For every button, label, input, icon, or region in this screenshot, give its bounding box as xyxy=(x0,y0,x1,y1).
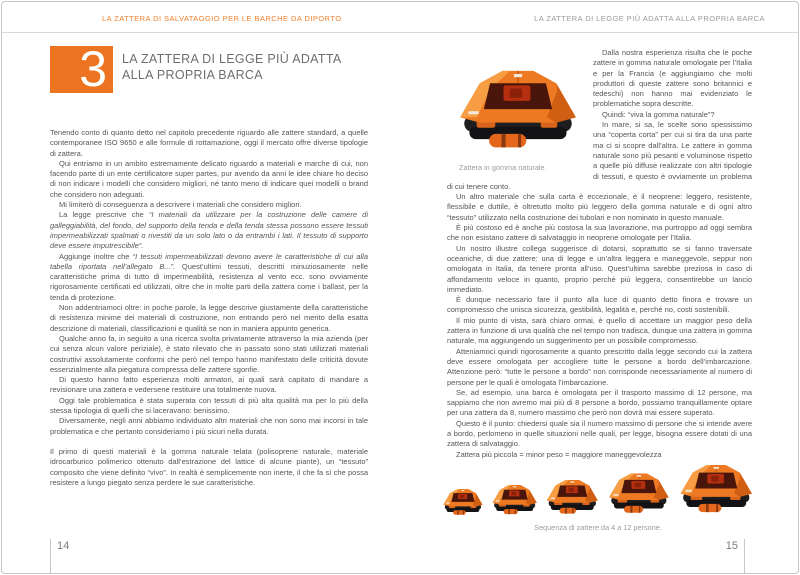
paragraph: Mi limiterò di conseguenza a descrivere i materiali che considero migliori. xyxy=(59,200,302,210)
photo-caption: Zattera in gomma naturale. xyxy=(459,163,547,172)
paragraph: Un altro materiale che sulla carta è eccezionale, è il neoprene: leggero, resistente, flessibile e duttile, è oltretutto molto più leggero della gomma naturale e di ogni altro “tessuto” utilizzato nella costruzione dei tubolari e non nominato in questo manuale. xyxy=(447,192,752,222)
raft-icon-4p xyxy=(442,483,484,518)
page-number-right: 15 xyxy=(726,539,745,574)
paragraph: È più costoso ed è anche più costosa la sua lavorazione, ma purtroppo ad oggi sembra che non esistano zattere di salvataggio in neoprene omologate per l’Italia. xyxy=(447,223,752,243)
paragraph: Non addentriamoci oltre: in poche parole, la legge descrive giustamente della caratteristiche di resistenza minime dei materiali di costruzione, non entrando però nel merito della esatta descrizione di materiali, classificazioni e qualità se non in maniera appunto generica. xyxy=(50,303,368,333)
chapter-title xyxy=(122,46,341,93)
paragraph: Dalla nostra esperienza risulta che le poche zattere in gomma naturale omologate per l’Italia e per la Francia (e aggiungiamo che molti produttori di queste zattere sono britannici e tedeschi) non hanno mai evidenziato le problematiche sopra descritte. xyxy=(593,48,752,109)
paragraph: In mare, si sa, le scelte sono spessissimo una “coperta corta” per cui si tira da una parte ma ci si scopre dall’altra. Le zattere in gomma naturale sono più pesanti e voluminose rispetto a quelle più diffuse realizzate con altri tipologie di tessuti, e questo è ovviamente un problema di cui tenere conto. xyxy=(447,120,752,191)
running-header-left: LA ZATTERA DI SALVATAGGIO PER LE BARCHE DA DIPORTO xyxy=(102,14,342,23)
raft-icon-12p xyxy=(678,454,754,518)
chapter-title-line1: LA ZATTERA DI LEGGE PIÙ ADATTA xyxy=(122,52,342,66)
paragraph: Tenendo conto di quanto detto nel capitolo precedente riguardo alle zattere standard, a quelle contemporanee ISO 9650 e alle formule di rottamazione, oggi il mercato offre diverse tipologie di zattera. xyxy=(50,128,368,158)
paragraph: Qualche anno fa, in seguito a una ricerca svolta privatamente attraverso la mia azienda (per cui senza alcun valore periziale), è stato rilevato che in passato sono stati utilizzati materiali costruttivi assolutamente conformi che però nel tempo hanno manifestato delle criticità dovute essenzialmente alla piegatura compressa delle zattere sgonfie. xyxy=(50,333,368,374)
paragraph: La legge prescrive che “I materiali da utilizzare per la costruzione delle camere di galleggiabilità, del fondo, del supporto della tenda e della tenda stessa possono essere tessuti impermeabilizzati spalmati o rivestiti da un solo lato o da entrambi i lati. Il tessuto di supporto deve essere imputrescibile”. xyxy=(50,210,368,251)
chapter-heading xyxy=(50,41,342,97)
chapter-number-box xyxy=(50,41,113,97)
paragraph: È dunque necessario fare il punto alla luce di quanto detto finora e trovare un compromesso che unisca sicurezza, gestibilità, legalità e, perché no, costi sostenibili. xyxy=(447,295,752,315)
left-body-text xyxy=(50,128,368,488)
paragraph: Qui entriamo in un ambito estremamente delicato riguardo a materiali e marche di cui, non facendo parte di un ente certificatore super partes, pur avendo da anni le idee chiare ho deciso di non indicare i modelli che considero migliori, né tanto meno di indicare quei modelli o brand che considero non adeguati. xyxy=(50,158,368,199)
paragraph: Quindi: “viva la gomma naturale”? xyxy=(602,109,715,119)
paragraph: Se, ad esempio, una barca è omologata per il trasporto massimo di 12 persone, ma sappiamo che non avremo mai più di 8 persone a bordo, possiamo tranquillamente optare per una zattera da 8, numero massimo che però non dovrà mai essere superato. xyxy=(447,387,752,418)
raft-icon-8p xyxy=(545,472,600,518)
page-number-left: 14 xyxy=(50,539,69,574)
chapter-number: 3 xyxy=(79,41,107,97)
raft-icon-6p xyxy=(491,478,538,518)
paragraph: Zattera più piccola = minor peso = maggiore maneggevolezza xyxy=(456,449,662,459)
sequence-caption: Sequenza di zattere da 4 a 12 persone. xyxy=(534,523,662,532)
chapter-title-line2: ALLA PROPRIA BARCA xyxy=(122,68,263,82)
paragraph: Diversamente, negli anni abbiamo individuato altri materiali che non sono mai incorsi in tale problematica e che pertanto consideriamo i più sicuri nella durata. xyxy=(50,416,368,436)
paragraph: Un nostro illustre collega suggerisce di dotarsi, soprattutto se si fanno traversate oceaniche, di due zattere: una di legge e un’altra leggera e maneggevole, seppur non omologata in Italia, da tenere pronta all’uso. Quest’ultima sarebbe preziosa in caso di affondamento veloce in quanto, proprio perché più leggera, consentirebbe un lancio immediato. xyxy=(447,243,752,294)
paragraph: Di questo hanno fatto esperienza molti armatori, ai quali sarà capitato di mandare a revisionare una zattera e vedersene restituire una totalmente nuova. xyxy=(50,375,368,395)
paragraph: Aggiunge inoltre che “I tessuti impermeabilizzati devono avere le caratteristiche di cui alla tabella riportata nell’allegato B...”. Quest’ultimi tessuti, descritti minuziosamente nelle caratteristiche prima di tutto di impermeabilità, resistenza al vento ecc. sono ovviamente rigorosamente certificati ed utilizzati, oltre che in molte parti della zattera come i ballast, per la tenda di protezione. xyxy=(50,251,369,302)
raft-sequence-row xyxy=(442,454,754,518)
right-body-text xyxy=(447,48,752,460)
running-header-right: LA ZATTERA DI LEGGE PIÙ ADATTA ALLA PROPRIA BARCA xyxy=(534,14,765,23)
paragraph: Il mio punto di vista, sarà chiaro ormai, è quello di accettare un maggior peso della zattera in funzione di una qualità che nel tempo non tradisca, dunque una zattera in gomma naturale, ma aggiungendo un suggerimento per un possibile compromesso. xyxy=(447,315,752,346)
header-rule xyxy=(2,32,798,33)
liferaft-photo xyxy=(456,52,580,158)
liferaft-photo-block xyxy=(447,52,587,173)
raft-icon-10p xyxy=(607,464,671,518)
paragraph: Atteniamoci quindi rigorosamente a quanto prescritto dalla legge secondo cui la zattera deve essere omologata per accogliere tutte le persone a bordo dell’imbarcazione. Attenzione però: “tutte le persone a bordo” non corrisponde necessariamente al numero di persone per le quali è omologata l’imbarcazione. xyxy=(447,346,752,387)
book-spread xyxy=(1,1,799,574)
paragraph: Il primo di questi materiali è la gomma naturale telata (polisoprene naturale, materiale idrocarburico polimerico ottenuto dall’estrazione del lattice di alcune piante), un “tessuto” composito che viene definito “vivo”. In realtà è semplicemente non inerte, il che fa sì che possa resistere a lungo piegato senza perdere le sue caratteristiche. xyxy=(50,446,368,487)
paragraph: Questo è il punto: chiedersi quale sia il numero massimo di persone che si intende avere a bordo, perlomeno in quelle situazioni nelle quali, per legge, bisogna essere dotati di una zattera di salvataggio. xyxy=(447,418,752,449)
paragraph: Oggi tale problematica è stata superata con tessuti di più alta qualità ma per lo più della stessa tipologia di quelli che si laceravano: benissimo. xyxy=(50,395,368,416)
